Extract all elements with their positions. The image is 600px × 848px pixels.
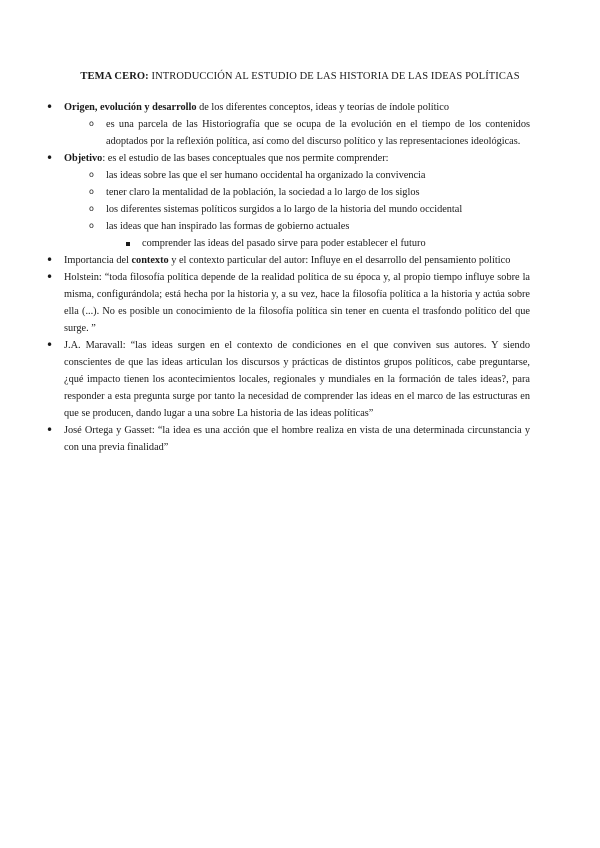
importancia-bold: contexto: [131, 255, 169, 266]
importancia-pre: Importancia del: [64, 255, 132, 266]
document-body: [0, 99, 600, 456]
sub-item-objetivo-3: o los diferentes sistemas políticos surgidos a lo largo de la historia del mundo occidental: [0, 201, 600, 218]
list-item-ortega: • José Ortega y Gasset: “la idea es una acción que el hombre realiza en vista de una determinada circunstancia y con una previa finalidad”: [0, 422, 600, 456]
origen-text: de los diferentes conceptos, ideas y teorías de índole político: [196, 102, 450, 113]
list-item-objetivo: [0, 150, 600, 167]
sub-item-objetivo-1: o las ideas sobre las que el ser humano occidental ha organizado la convivencia: [0, 167, 600, 184]
importancia-text: y el contexto particular del autor: Influye en el desarrollo del pensamiento político: [168, 255, 511, 266]
origen-bold: Origen, evolución y desarrollo: [64, 102, 197, 113]
subsub-item-objetivo: comprender las ideas del pasado sirve para poder establecer el futuro: [0, 235, 600, 252]
list-item-maravall: • J.A. Maravall: “las ideas surgen en el contexto de condiciones en el que conviven sus autores. Y siendo conscientes de que las ideas articulan los discursos y prácticas de distintos grupos políticos, cabe preguntarse, ¿qué impacto tienen los acontecimientos locales, regionales y mundiales en la formación de tales ideas?, para responder a esta pregunta surge por tanto la necesidad de comprender las ideas en el marco de las estructuras en que se producen, dando lugar a una sobre La historia de las ideas políticas”: [0, 337, 600, 422]
list-item-importancia: [0, 252, 600, 269]
objetivo-bold: Objetivo: [64, 153, 103, 164]
sub-item-origen: o es una parcela de las Historiografía que se ocupa de la evolución en el tiempo de los contenidos adoptados por la reflexión política, así como del discurso político y las representaciones ideológicas.: [0, 116, 600, 150]
bullet-list: [0, 99, 600, 456]
sub-item-objetivo-2: o tener claro la mentalidad de la población, la sociedad a lo largo de los siglos: [0, 184, 600, 201]
list-item-holstein: • Holstein: “toda filosofía política depende de la realidad política de su época y, al propio tiempo influye sobre la misma, configurándola; está hecha por la historia y, a su vez, hace la filosofía política a la historia y actúa sobre ella (...). No es posible un conocimiento de la filosofía política sin tener en cuenta el trasfondo político del que surge. ”: [0, 269, 600, 337]
objetivo-text: : es el estudio de las bases conceptuales que nos permite comprender:: [102, 153, 389, 164]
sub-item-objetivo-4: o las ideas que han inspirado las formas de gobierno actuales: [0, 218, 600, 235]
title-rest: INTRODUCCIÓN AL ESTUDIO DE LAS HISTORIA DE LAS IDEAS POLÍTICAS: [148, 71, 520, 82]
list-item-origen: [0, 99, 600, 116]
page-title: [0, 71, 600, 82]
title-bold: TEMA CERO:: [80, 71, 149, 82]
